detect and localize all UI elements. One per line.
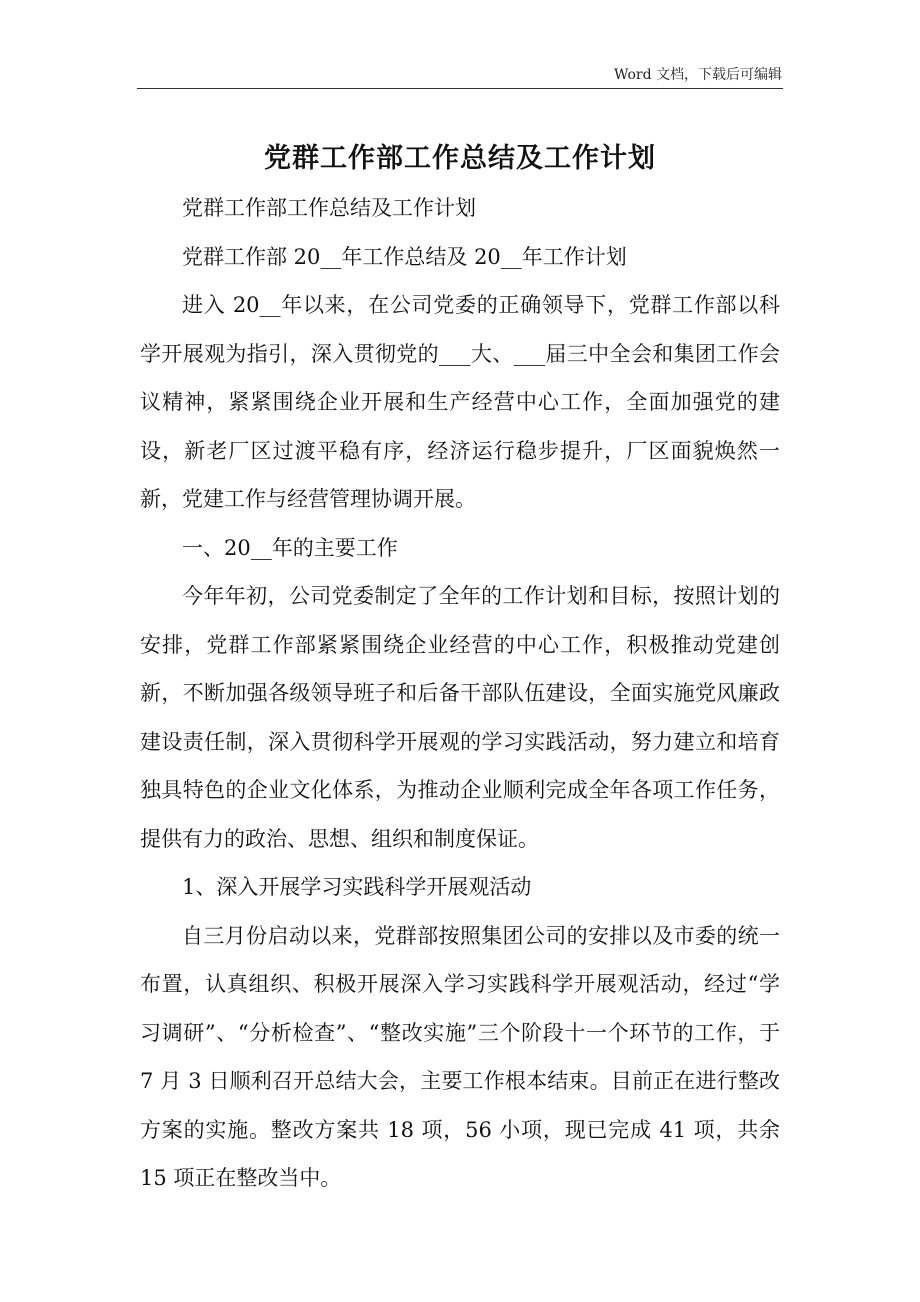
paragraph-study-activity: 自三月份启动以来，党群部按照集团公司的安排以及市委的统一布置，认真组织、积极开展深入学习实践科学开展观活动，经过“学习调研”、“分析检查”、“整改实施”三个阶段十一个环节的工作，于 7 月 3 日顺利召开总结大会，主要工作根本结束。目前正在进行整改方案的实施。整改方案共 18 项，56 小项，现已完成 41 项，共余 15 项正在整改当中。 [140,923,780,1190]
paragraph-subtitle: 党群工作部工作总结及工作计划 [182,196,476,220]
header-divider [137,88,783,89]
document-title: 党群工作部工作总结及工作计划 [264,143,656,174]
paragraph-annual-plan: 今年年初，公司党委制定了全年的工作计划和目标，按照计划的安排，党群工作部紧紧围绕企业经营的中心工作，积极推动党建创新，不断加强各级领导班子和后备干部队伍建设，全面实施党风廉政建设责任制，深入贯彻科学开展观的学习实践活动，努力建立和培育独具特色的企业文化体系，为推动企业顺利完成全年各项工作任务，提供有力的政治、思想、组织和制度保证。 [140,584,780,851]
paragraph-heading-period: 党群工作部 20__年工作总结及 20__年工作计划 [182,244,627,269]
paragraph-intro: 进入 20__年以来，在公司党委的正确领导下，党群工作部以科学开展观为指引，深入贯彻党的___大、___届三中全会和集团工作会议精神，紧紧围绕企业开展和生产经营中心工作，全面加强党的建设，新老厂区过渡平稳有序，经济运行稳步提升，厂区面貌焕然一新，党建工作与经营管理协调开展。 [140,293,780,511]
section-heading-main-work: 一、20__年的主要工作 [182,535,398,560]
subsection-heading-study-activity: 1、深入开展学习实践科学开展观活动 [182,875,532,899]
header-note: Word 文档，下载后可编辑 [614,67,782,83]
document-body [140,184,780,1203]
